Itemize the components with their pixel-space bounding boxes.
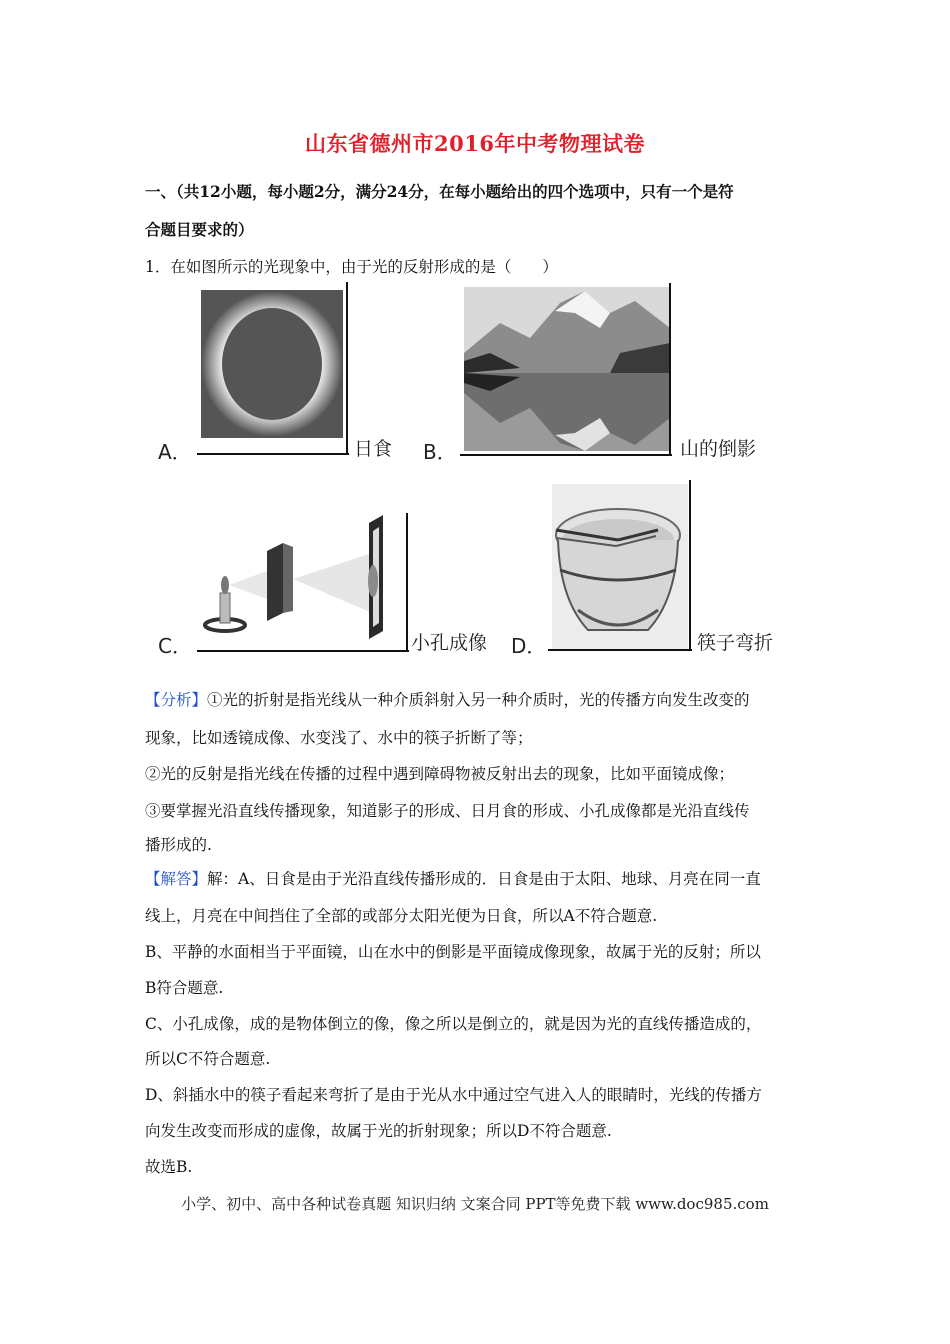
page-footer: 小学、初中、高中各种试卷真题 知识归纳 文案合同 PPT等免费下载 www.doc985.com bbox=[181, 1195, 769, 1213]
analysis-line-1: 【分析】①光的折射是指光线从一种介质斜射入另一种介质时，光的传播方向发生改变的 bbox=[145, 691, 750, 709]
analysis-tag: 【分析】 bbox=[145, 691, 208, 709]
answer-line-7: D、斜插水中的筷子看起来弯折了是由于光从水中通过空气进入人的眼睛时，光线的传播方 bbox=[145, 1086, 762, 1104]
answer-line-5: C、小孔成像，成的是物体倒立的像，像之所以是倒立的，就是因为光的直线传播造成的， bbox=[145, 1015, 762, 1033]
option-a-letter: A． bbox=[158, 440, 192, 464]
answer-line-8: 向发生改变而形成的虚像，故属于光的折射现象；所以D不符合题意. bbox=[145, 1122, 612, 1140]
answer-line-6: 所以C不符合题意. bbox=[145, 1050, 271, 1068]
solar-eclipse-image bbox=[197, 282, 351, 458]
option-b-letter: B． bbox=[423, 440, 457, 464]
analysis-line-4: ③要掌握光沿直线传播现象，知道影子的形成、日月食的形成、小孔成像都是光沿直线传 bbox=[145, 802, 750, 820]
mountain-reflection-image bbox=[460, 283, 674, 458]
analysis-line-2: 现象，比如透镜成像、水变浅了、水中的筷子折断了等； bbox=[145, 729, 533, 747]
option-d-letter: D． bbox=[511, 634, 547, 658]
option-c-caption: 小孔成像 bbox=[411, 632, 488, 654]
option-d-caption: 筷子弯折 bbox=[697, 632, 774, 654]
exam-title: 山东省德州市2016年中考物理试卷 bbox=[305, 131, 645, 156]
answer-line-3: B、平静的水面相当于平面镜，山在水中的倒影是平面镜成像现象，故属于光的反射；所以 bbox=[145, 943, 761, 961]
answer-line-9: 故选B. bbox=[145, 1158, 193, 1176]
answer-line-4: B符合题意. bbox=[145, 979, 224, 997]
option-b-caption: 山的倒影 bbox=[680, 438, 757, 460]
answer-tag: 【解答】 bbox=[145, 870, 208, 888]
bent-chopsticks-image bbox=[548, 480, 694, 653]
answer-line-1: 【解答】解：A、日食是由于光沿直线传播形成的．日食是由于太阳、地球、月亮在同一直 bbox=[145, 870, 761, 888]
answer-line-2: 线上，月亮在中间挡住了全部的或部分太阳光便为日食，所以A不符合题意. bbox=[145, 907, 658, 925]
analysis-line-3: ②光的反射是指光线在传播的过程中遇到障碍物被反射出去的现象，比如平面镜成像； bbox=[145, 765, 735, 783]
option-a-caption: 日食 bbox=[354, 438, 393, 460]
option-c-letter: C． bbox=[158, 634, 192, 658]
section-header-line-2: 合题目要求的） bbox=[145, 220, 254, 239]
analysis-line-5: 播形成的. bbox=[145, 836, 212, 854]
section-header-line-1: 一、（共12小题，每小题2分，满分24分，在每小题给出的四个选项中，只有一个是符 bbox=[145, 182, 734, 201]
question-1-text: 1．在如图所示的光现象中，由于光的反射形成的是（ ） bbox=[145, 258, 558, 276]
pinhole-camera-image bbox=[197, 513, 411, 653]
